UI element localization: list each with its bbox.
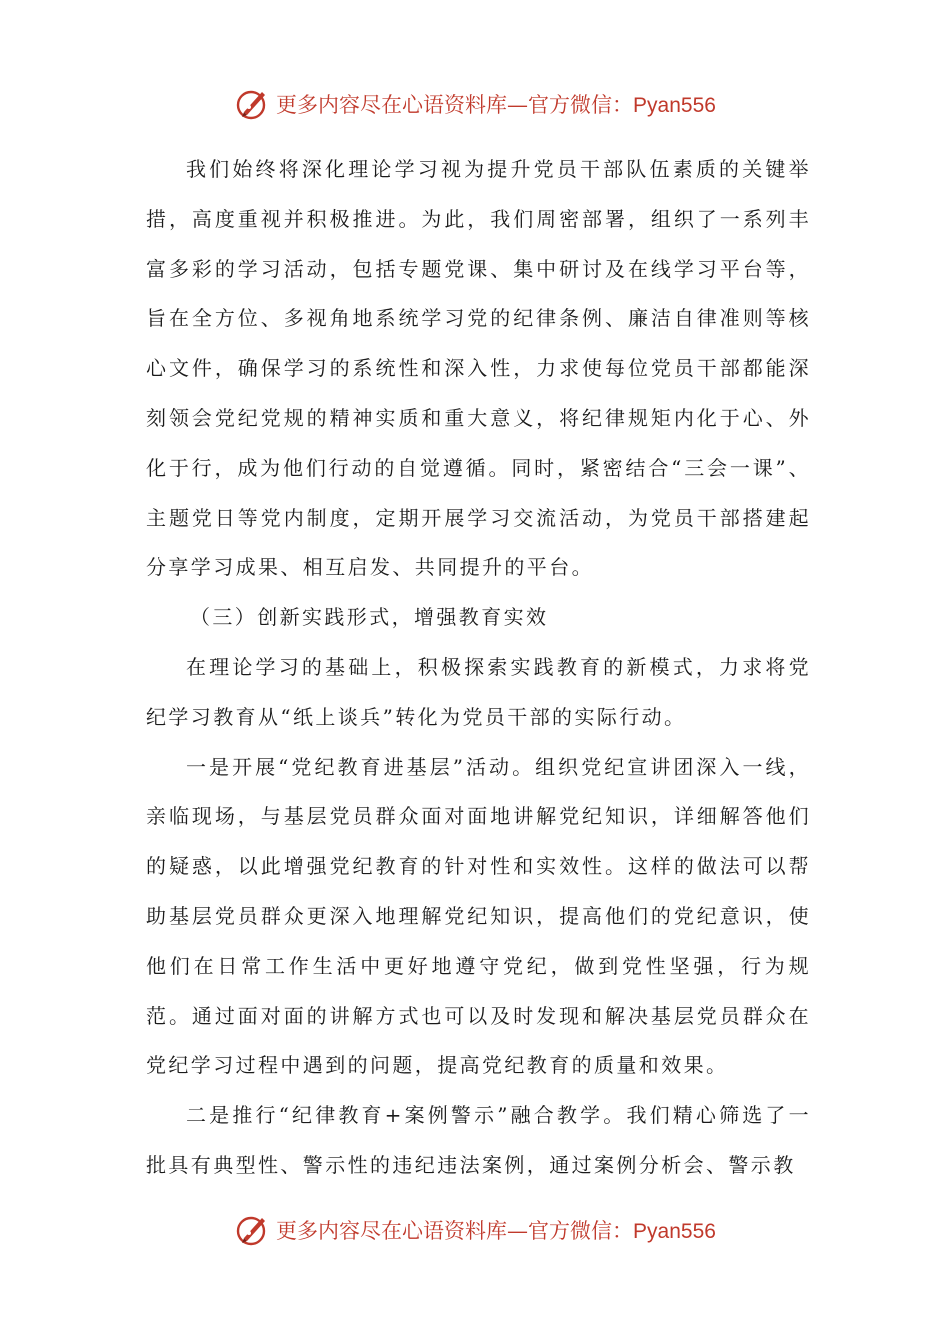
banner-text: 更多内容尽在心语资料库—官方微信：Pyan556: [276, 93, 716, 117]
pen-logo-icon: [234, 1212, 270, 1248]
pen-logo-icon: [234, 86, 270, 122]
banner-text: 更多内容尽在心语资料库—官方微信：Pyan556: [276, 1219, 716, 1243]
section-heading: （三）创新实践形式，增强教育实效: [190, 605, 549, 630]
header-banner: [0, 82, 950, 126]
footer-banner: [0, 1208, 950, 1252]
paragraph: 一是开展“党纪教育进基层”活动。组织党纪宣讲团深入一线，亲临现场，与基层党员群众面对面地讲解党纪知识，详细解答他们的疑惑，以此增强党纪教育的针对性和实效性。这样的做法可以帮助基层党员群众更深入地理解党纪知识，提高他们的党纪意识，使他们在日常工作生活中更好地遵守党纪，做到党性坚强，行为规范。通过面对面的讲解方式也可以及时发现和解决基层党员群众在党纪学习过程中遇到的问题，提高党纪教育的质量和效果。: [146, 754, 811, 1078]
paragraph: 在理论学习的基础上，积极探索实践教育的新模式，力求将党纪学习教育从“纸上谈兵”转化为党员干部的实际行动。: [146, 654, 811, 729]
paragraph: 二是推行“纪律教育+案例警示”融合教学。我们精心筛选了一批具有典型性、警示性的违纪违法案例，通过案例分析会、警示教: [146, 1103, 811, 1177]
document-body: [146, 145, 811, 1191]
paragraph: 我们始终将深化理论学习视为提升党员干部队伍素质的关键举措，高度重视并积极推进。为此，我们周密部署，组织了一系列丰富多彩的学习活动，包括专题党课、集中研讨及在线学习平台等，旨在全方位、多视角地系统学习党的纪律条例、廉洁自律准则等核心文件，确保学习的系统性和深入性，力求使每位党员干部都能深刻领会党纪党规的精神实质和重大意义，将纪律规矩内化于心、外化于行，成为他们行动的自觉遵循。同时，紧密结合“三会一课”、主题党日等党内制度，定期开展学习交流活动，为党员干部搭建起分享学习成果、相互启发、共同提升的平台。: [146, 157, 811, 580]
